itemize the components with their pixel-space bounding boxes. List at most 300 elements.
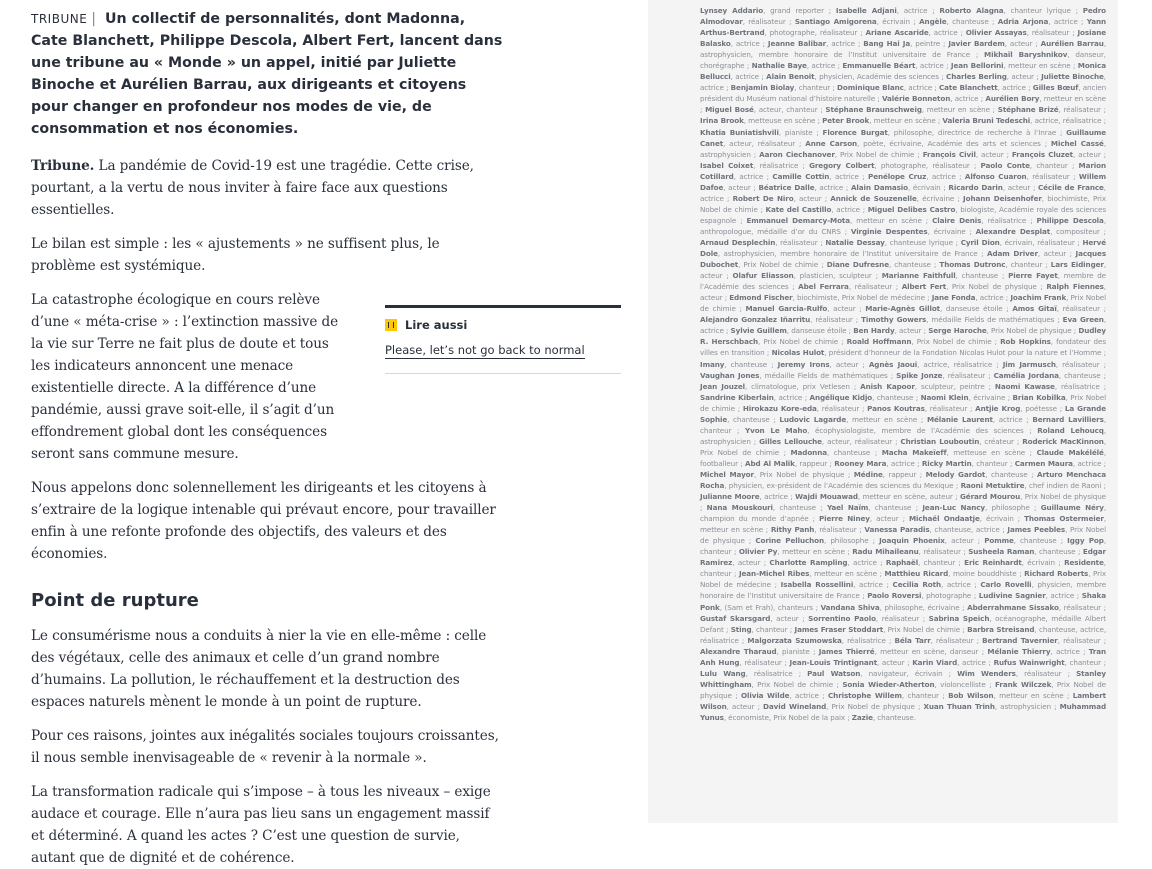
signatory: Iggy Pop, chanteur ; (700, 536, 1107, 557)
signatory-name: Shaka Ponk (700, 591, 1106, 612)
signatory: Corine Pelluchon, philosophe ; (755, 536, 880, 546)
signatory: Javier Bardem, acteur ; (948, 39, 1041, 49)
signatory-name: Lynsey Addario (700, 6, 764, 15)
signatory: Angélique Kidjo, chanteuse ; (809, 392, 921, 402)
signatory-name: Residente (1064, 558, 1104, 568)
signatory-name: Edmond Fischer (729, 293, 793, 303)
paragraph-1 (31, 155, 506, 221)
paragraph-3: La catastrophe écologique en cours relève d’une « méta-crise » : l’extinction massive de la vie sur Terre ne fait plus de doute et tous les indicateurs annoncent une menace existentielle directe. A la différence d’une pandémie, aussi grave soit-elle, il s’agit d’un effondrement global dont les conséquences seront sans commune mesure. (31, 292, 339, 462)
signatory: Sandrine Kiberlain, actrice ; (700, 392, 810, 402)
signatory-name: Jacques Dubochet (700, 249, 1106, 270)
signatory: Yael Naïm, chanteuse ; (826, 503, 923, 513)
signatory-name: François Cluzet (1011, 149, 1073, 159)
signatory: Stanley Whittingham, Prix Nobel de chimie ; (700, 668, 1106, 689)
signatory: Ralph Fiennes, acteur ; (700, 282, 1106, 303)
signatory: Gustaf Skarsgard, acteur ; (700, 613, 809, 623)
signatory: Isabelle Adjani, actrice ; (835, 6, 940, 15)
signatory: Susheela Raman, chanteuse ; (968, 547, 1083, 557)
signatory-name: Cate Blanchett (938, 83, 998, 93)
signatory: Abd Al Malik, rappeur ; (745, 458, 835, 468)
signatory: Johann Deisenhofer, biochimiste, Prix Nobel de chimie ; (700, 193, 1106, 214)
signatory-name: Roland Lehoucq (1037, 425, 1104, 435)
signatory: Charlotte Rampling, actrice ; (769, 558, 886, 568)
signatory: Kate del Castillo, actrice ; (765, 204, 868, 214)
signatory-name: Jeanne Balibar (767, 39, 827, 49)
signatory: Alejandro Gonzalez Iñarritu, réalisateur ; (700, 315, 862, 325)
signatory: Camille Cottin, actrice ; (772, 171, 869, 181)
signatory-name: Sylvie Guillem (730, 326, 787, 336)
signatory: Abderrahmane Sissako, réalisateur ; (967, 602, 1107, 612)
paragraph-2: Le bilan est simple : les « ajustements » ne suffisent plus, le problème est systémique. (31, 236, 440, 274)
signatory: Anne Carson, poète, écrivaine, Académie des arts et sciences ; (805, 138, 1051, 148)
signatory-name: Agnès Jaoui (868, 359, 918, 369)
signatory-name: Paolo Conte (980, 160, 1030, 170)
signatory: Arturo Menchaca Rocha, physicien, ex-président de l’Académie des sciences du Mexique ; (700, 469, 1106, 491)
signatory-name: Béla Tarr (894, 635, 931, 645)
signatory-name: Edgar Ramirez (700, 547, 1106, 568)
signatory-name: Khatia Buniatishvili (700, 127, 779, 137)
signatory: Pierre Fayet, membre de l’Académie des sciences ; (700, 271, 1106, 292)
signatory: Stéphane Brizé, réalisateur ; (997, 105, 1106, 115)
signatory: Olivia Wilde, actrice ; (741, 690, 828, 700)
signatory-name: Anish Kapoor (860, 381, 915, 391)
signatory: Cate Blanchett, actrice ; (938, 83, 1033, 93)
paragraph-3-wrap (31, 289, 585, 465)
signatory-name: Sorrentino Paolo (808, 613, 876, 623)
signatory: Abel Ferrara, réalisateur ; (798, 282, 902, 292)
signatory-name: Julianne Moore (700, 492, 760, 502)
signatory: Robert De Niro, acteur ; (732, 193, 831, 203)
signatory: Residente, chanteur ; (700, 558, 1106, 579)
signatory-name: Aaron Ciechanover (759, 149, 835, 159)
signatory-name: Christian Louboutin (900, 436, 980, 446)
signatory: Valérie Bonneton, actrice ; (881, 94, 986, 104)
signatory-name: Eric Reinhardt (964, 558, 1022, 568)
signatory: Gilles Lellouche, acteur, réalisateur ; (759, 436, 901, 446)
headline-text: Un collectif de personnalités, dont Madonna, Cate Blanchett, Philippe Descola, Albert Fert, lancent dans une tribune au « Monde » un appel, initié par Juliette Binoche et Aurélien Barrau, aux dirigeants et citoyens pour changer en profondeur nos modes de vie, de consommation et nos économies. (31, 11, 503, 137)
signatory: Michel Cassé, astrophysicien ; (700, 138, 1106, 159)
signatory-name: Alexandre Desplat (975, 226, 1051, 236)
signatory: Albert Fert, Prix Nobel de physique ; (901, 282, 1047, 292)
signatory-name: Alfonso Cuaron (964, 171, 1027, 181)
signatory: Miguel Bosé, acteur, chanteur ; (705, 105, 826, 115)
signatory-name: Jean Bellorini (950, 61, 1004, 71)
signatory-name: Johann Deisenhofer (963, 193, 1042, 203)
signatory: Shaka Ponk, (Sam et Frah), chanteurs ; (700, 591, 1106, 612)
signatory-name: Iggy Pop (1067, 536, 1104, 546)
signatory-name: Malgorzata Szumowska (747, 635, 842, 645)
signatory: Sylvie Guillem, danseuse étoile ; (730, 326, 854, 336)
signatory-name: Xuan Thuan Trinh (923, 701, 995, 711)
signatory-name: Gregory Colbert (809, 160, 875, 170)
signatory-name: Hirokazu Kore-eda (742, 403, 817, 413)
signatory-name: Annick de Souzenelle (830, 193, 917, 203)
signatory-name: Wajdi Mouawad (795, 492, 858, 502)
signatory-name: Naomi Kawase (994, 381, 1055, 391)
signatory: Vandana Shiva, philosophe, écrivaine ; (820, 602, 968, 612)
signatory: Nana Mouskouri, chanteuse ; (706, 503, 827, 513)
signatory-name: Paul Watson (807, 668, 861, 678)
signatory: Bertrand Tavernier, réalisateur ; (982, 635, 1107, 645)
signatory-name: Nathalie Baye (751, 61, 807, 71)
read-also-header (385, 318, 621, 332)
signatory-name: Antjie Krog (975, 403, 1021, 413)
signatory: Diane Dufresne, chanteuse ; (826, 260, 940, 270)
paragraph-7: La transformation radicale qui s’impose – à tous les niveaux – exige audace et courage. Elle n’aura pas lieu sans un engagement massif et déterminé. A quand les actes ? C’est une question de survie, autant que de dignité et de cohérence. (31, 784, 491, 866)
signatory: Khatia Buniatishvili, pianiste ; (700, 127, 823, 137)
signatory-name: Yann Arthus-Bertrand (700, 17, 1106, 38)
signatory-name: Ralph Fiennes (1046, 282, 1104, 292)
signatory-name: Alain Benoit (766, 72, 815, 82)
signatory: Vanessa Paradis, chanteuse, actrice ; (864, 525, 1008, 535)
signatory: Stéphane Braunschweig, metteur en scène ; (825, 105, 998, 115)
signatory: Emmanuelle Béart, actrice ; (842, 61, 951, 71)
signatory: Olivier Py, metteur en scène ; (738, 547, 853, 557)
signatory-name: Bang Hai Ja (863, 39, 911, 49)
signatory-name: Valeria Bruni Tedeschi (942, 116, 1031, 126)
signatory-name: Rob Hopkins (1000, 337, 1051, 347)
lead-label: Tribune. (31, 158, 95, 174)
signatory-name: Michel Mayor (700, 469, 754, 479)
signatory: Mikhaïl Baryshnikov, danseur, chorégraphe ; (700, 50, 1106, 71)
signatory: Jean-Louis Trintignant, acteur ; (789, 657, 913, 667)
signatory: Sting, chanteur ; (730, 624, 795, 634)
signatory-name: Lambert Wilson (700, 690, 1106, 711)
signatory-name: Richard Roberts (1024, 569, 1089, 579)
signatory: Olafur Eliasson, plasticien, sculpteur ; (732, 271, 882, 281)
signatory: Isabella Rossellini, actrice ; (780, 580, 893, 590)
signatory-name: Angélique Kidjo (809, 392, 873, 402)
signatory-name: Robert De Niro (732, 193, 794, 203)
signatory: Joachim Frank, Prix Nobel de chimie ; (700, 293, 1106, 314)
signatory-name: Monica Bellucci (700, 61, 1106, 82)
paragraph-1-text: La pandémie de Covid-19 est une tragédie. Cette crise, pourtant, a la vertu de nous inviter à faire face aux questions essentielles. (31, 158, 474, 218)
signatory: Dominique Blanc, actrice ; (837, 83, 939, 93)
signatory: Jean Jouzel, climatologue, prix Vetlesen ; (700, 381, 861, 391)
signatory-name: Charles Berling (946, 72, 1007, 82)
signatory: Amos Gitaï, réalisateur ; (1012, 304, 1106, 314)
signatory: Olivier Assayas, réalisateur ; (965, 28, 1078, 38)
signatory-name: Pedro Almodovar (700, 6, 1106, 27)
signatory-name: Rufus Wainwright (993, 657, 1065, 667)
signatory: Marion Cotillard, actrice ; (700, 160, 1106, 181)
signatory-name: Wim Wenders (957, 668, 1016, 678)
signatory: Hirokazu Kore-eda, réalisateur ; (742, 403, 868, 413)
kicker-tribune: TRIBUNE (31, 12, 88, 26)
signatory: Jean-Luc Nancy, philosophe ; (922, 503, 1041, 513)
signatory-name: James Peebles (1007, 525, 1066, 535)
signatory: Gilles Bœuf, ancien président du Muséum national d’histoire naturelle ; (700, 83, 1107, 104)
signatory: Naomi Klein, écrivaine ; (920, 392, 1013, 402)
signatory-name: Corine Pelluchon (755, 536, 825, 546)
signatory: François Cluzet, acteur ; (1011, 149, 1107, 159)
signatory-name: Olivier Py (738, 547, 778, 557)
signatory-name: Joachim Frank (1010, 293, 1067, 303)
signatory-name: Thomas Ostermeier (1024, 514, 1104, 524)
signatory-name: Ricardo Darin (948, 182, 1003, 192)
signatory-name: Karin Viard (912, 657, 958, 667)
signatory-name: Virginie Despentes (850, 226, 928, 236)
signatory: Virginie Despentes, écrivaine ; (850, 226, 976, 236)
signatory: Cécile de France, actrice ; (700, 182, 1106, 203)
signatory: Roald Hoffmann, Prix Nobel de chimie ; (846, 337, 1001, 347)
signatory-name: Cécile de France (1037, 182, 1104, 192)
signatory-name: Alejandro Gonzalez Iñarritu (700, 315, 811, 325)
signatory-name: Melody Gardot (925, 469, 986, 479)
signatory: Miguel Delibes Castro, biologiste, Académie royale des sciences espagnole ; (700, 204, 1106, 225)
paragraph-4: Nous appelons donc solennellement les dirigeants et les citoyens à s’extraire de la logique intenable qui prévaut encore, pour travailler enfin à une refonte profonde des objectifs, des valeurs et des économies. (31, 480, 496, 562)
signatory-name: Spike Jonze (896, 370, 943, 380)
signatory: Aaron Ciechanover, Prix Nobel de chimie ; (759, 149, 923, 159)
signatory-name: Médine (853, 469, 883, 479)
signatory-name: Frank Wilczek (995, 679, 1052, 689)
signatory-name: Manuel Garcia-Rulfo (745, 304, 828, 314)
signatory: Xuan Thuan Trinh, astrophysicien ; (923, 701, 1060, 711)
signatory: Rob Hopkins, fondateur des villes en transition ; (700, 337, 1106, 358)
signatory-name: Sabrina Speich (928, 613, 990, 623)
signatory: Jeanne Balibar, actrice ; (767, 39, 864, 49)
signatory: Rithy Panh, réalisateur ; (770, 525, 865, 535)
signatory-name: David Wineland (763, 701, 827, 711)
signatory: Anish Kapoor, sculpteur, peintre ; (860, 381, 995, 391)
signatory: Camélia Jordana, chanteuse ; (993, 370, 1107, 380)
signatory-name: Abd Al Malik (745, 458, 795, 468)
signatory-name: Aurélien Barrau (1040, 39, 1104, 49)
signatory: Radu Mihaileanu, réalisateur ; (852, 547, 969, 557)
signatory-name: Stéphane Braunschweig (825, 105, 922, 115)
signatory: Richard Roberts, Prix Nobel de médecine ; (700, 569, 1107, 590)
signatory: Angèle, chanteuse ; (919, 17, 998, 27)
signatory: Bang Hai Ja, peintre ; (863, 39, 949, 49)
signatory-name: Vandana Shiva (820, 602, 880, 612)
signatory-name: Willem Dafoe (700, 171, 1106, 192)
signatory-name: James Thierré (818, 646, 875, 656)
signatory: Sonia Wieder-Atherton, violoncelliste ; (842, 679, 996, 689)
signatory-name: Nicolas Hulot (771, 348, 825, 358)
signatory: Nathalie Baye, actrice ; (751, 61, 843, 71)
signatory: Aurélien Bory, metteur en scène ; (700, 94, 1106, 115)
signatory-name: Josiane Balasko (700, 28, 1106, 49)
signatory-name: Timothy Gowers (861, 315, 927, 325)
signatory: Alain Damasio, écrivain ; (850, 182, 949, 192)
signatory: Manuel Garcia-Rulfo, acteur ; (745, 304, 866, 314)
signatory: Nicolas Hulot, président d’honneur de la Fondation Nicolas Hulot pour la nature et l’Homme ; (771, 348, 1106, 358)
signatory: Cyril Dion, écrivain, réalisateur ; (960, 237, 1083, 247)
signatory-name: Olafur Eliasson (732, 271, 794, 281)
signatory-name: Santiago Amigorena (794, 17, 877, 27)
signatory-name: Jeremy Irons (777, 359, 830, 369)
signatory: Lambert Wilson, acteur ; (700, 690, 1106, 711)
signatory: Florence Burgat, philosophe, directrice de recherche à l’Inrae ; (822, 127, 1067, 137)
headline (31, 8, 506, 140)
signatory: Panos Koutras, réalisateur ; (867, 403, 976, 413)
signatory-name: Jean Jouzel (700, 381, 745, 391)
signatory: Barbra Streisand, chanteuse, actrice, réalisatrice ; (700, 624, 1107, 645)
signatory: La Grande Sophie, chanteuse ; (700, 403, 1106, 424)
signatory-name: Alexandre Tharaud (700, 646, 777, 656)
signatory: Pierre Niney, acteur ; (818, 514, 909, 524)
signatory-name: Bertrand Tavernier (982, 635, 1058, 645)
signatory-name: Miguel Delibes Castro (867, 204, 956, 214)
signatory-name: Roderick MacKinnon (1022, 436, 1104, 446)
signatory: Mélanie Thierry, actrice ; (987, 646, 1089, 656)
signatory: Carlo Rovelli, physicien, membre honoraire de l’Institut universitaire de France ; (700, 580, 1107, 601)
paragraph-6: Pour ces raisons, jointes aux inégalités sociales toujours croissantes, il nous semble inenvisageable de « revenir à la normale ». (31, 728, 499, 766)
signatory-name: Penélope Cruz (868, 171, 927, 181)
signatory: Aurélien Barrau, astrophysicien, membre honoraire de l’Institut universitaire de France ; (700, 39, 1106, 60)
signatory-name: Jane Fonda (931, 293, 976, 303)
signatory-name: Mélanie Laurent (926, 414, 993, 424)
signatory: James Thierré, metteur en scène, danseur ; (818, 646, 988, 656)
signatory-name: Roberto Alagna (939, 6, 1004, 15)
signatory-name: Aurélien Bory (985, 94, 1040, 104)
signatory-name: Isabel Coixet (700, 160, 754, 170)
signatory: François Civil, acteur ; (922, 149, 1012, 159)
signatory: Irina Brook, metteuse en scène ; (700, 116, 823, 126)
signatory-name: Jim Jarmusch (1002, 359, 1056, 369)
signatory: Benjamin Biolay, chanteur ; (730, 83, 838, 93)
signatory: Serge Haroche, Prix Nobel de physique ; (928, 326, 1079, 336)
signatory-name: Mikhaïl Baryshnikov (984, 50, 1068, 60)
signatory: Eva Green, actrice ; (700, 315, 1106, 336)
signatory-name: Michel Cassé (1050, 138, 1104, 148)
signatory: Lulu Wang, réalisatrice ; (700, 668, 808, 678)
signatory-name: Natalie Dessay (825, 237, 885, 247)
signatory-name: Ricky Martin (921, 458, 972, 468)
signatory: Rufus Wainwright, chanteur ; (993, 657, 1106, 667)
signatory: Ludovic Lagarde, metteur en scène ; (779, 414, 927, 424)
signatory-name: Radu Mihaileanu (852, 547, 919, 557)
signatory-name: Irina Brook (700, 116, 744, 126)
signatory: Dudley R. Herschbach, Prix Nobel de chimie ; (700, 326, 1106, 347)
signatory-name: Rooney Mara (834, 458, 887, 468)
signatory-name: Gilles Bœuf (1032, 83, 1079, 93)
signatory-name: Abel Ferrara (798, 282, 849, 292)
signatory-name: Sting (730, 624, 752, 634)
signatory: Adria Arjona, actrice ; (997, 17, 1087, 27)
signatory-name: Ben Hardy (853, 326, 895, 336)
signatory: Emmanuel Demarcy-Mota, metteur en scène ; (746, 215, 933, 225)
kicker-separator: | (91, 11, 97, 27)
signatory-name: Stanley Whittingham (700, 668, 1106, 689)
signatory-name: Jean-Luc Nancy (922, 503, 985, 513)
signatory: Ricky Martin, chanteur ; (921, 458, 1015, 468)
read-also-link[interactable]: Please, let’s not go back to normal (385, 343, 585, 357)
signatory-name: Guillaume Néry (1040, 503, 1104, 513)
signatory: Claude Makélélé, footballeur ; (700, 447, 1106, 468)
signatory-name: Nana Mouskouri (706, 503, 773, 513)
signatory-name: Benjamin Biolay (730, 83, 795, 93)
signatory: Jim Jarmusch, réalisateur ; (1002, 359, 1106, 369)
signatory-name: Bob Wilson (948, 690, 994, 700)
read-also-box (385, 305, 621, 374)
signatory: Antjie Krog, poétesse ; (975, 403, 1065, 413)
signatory: Bernard Lavilliers, chanteur ; (700, 414, 1106, 435)
signatory-name: Valérie Bonneton (881, 94, 951, 104)
signatory: Edmond Fischer, biochimiste, Prix Nobel de médecine ; (729, 293, 932, 303)
signatory-name: Philippe Descola (1036, 215, 1104, 225)
article (31, 8, 585, 869)
signatory-name: Madonna (790, 447, 827, 457)
signatory: Vaughan Jones, médaille Fields de mathématiques ; (700, 370, 897, 380)
signatory: Josiane Balasko, actrice ; (700, 28, 1106, 49)
signatory-name: Muhammad Yunus (700, 701, 1106, 722)
signatory-name: Pierre Fayet (1008, 271, 1058, 281)
signatory: Béatrice Dalle, actrice ; (758, 182, 851, 192)
signatory-name: Ariane Ascaride (865, 28, 929, 38)
signatory-name: Imany (700, 359, 725, 369)
signatory: Joaquin Phoenix, acteur ; (879, 536, 985, 546)
signatory-name: Tran Anh Hung (700, 646, 1106, 667)
signatory-name: Roald Hoffmann (846, 337, 912, 347)
signatory: Philippe Descola, anthropologue, médaille d’or du CNRS ; (700, 215, 1106, 236)
signatory: Arnaud Desplechin, réalisateur ; (700, 237, 826, 247)
signatory: Spike Jonze, réalisateur ; (896, 370, 994, 380)
signatory: Naomi Kawase, réalisatrice ; (994, 381, 1107, 391)
signatory: Melody Gardot, chanteuse ; (925, 469, 1037, 479)
signatory: Zazie, chanteuse. (851, 713, 916, 722)
signatory: Ariane Ascaride, actrice ; (865, 28, 966, 38)
signatory: Paolo Roversi, photographe ; (867, 591, 979, 601)
signatory: Bob Wilson, metteur en scène ; (948, 690, 1073, 700)
signatory-name: Jean-Louis Trintignant (789, 657, 878, 667)
signatory: Claire Denis, réalisatrice ; (932, 215, 1037, 225)
signatory-name: Macha Makeïeff (881, 447, 947, 457)
signatory: Imany, chanteuse ; (700, 359, 778, 369)
signatory: Tran Anh Hung, réalisateur ; (700, 646, 1106, 667)
signatory: Béla Tarr, réalisateur ; (894, 635, 983, 645)
signatory-name: Anne Carson (805, 138, 858, 148)
signatory: Roberto Alagna, chanteur lyrique ; (939, 6, 1083, 15)
signatory: Michaël Ondaatje, écrivain ; (908, 514, 1025, 524)
signatory-name: Zazie (851, 713, 873, 722)
signatory-name: James Fraser Stoddart (794, 624, 884, 634)
signatory-name: Kate del Castillo (765, 204, 832, 214)
signatory: Willem Dafoe, acteur ; (700, 171, 1106, 192)
signatory-name: Béatrice Dalle (758, 182, 815, 192)
signatory: Roland Lehoucq, astrophysicien ; (700, 425, 1107, 446)
signatory: Guillaume Canet, acteur, réalisateur ; (700, 127, 1107, 148)
signatory: Jean Bellorini, metteur en scène ; (950, 61, 1078, 71)
signatory-name: Javier Bardem (948, 39, 1005, 49)
signatory: Juliette Binoche, actrice ; (700, 72, 1106, 93)
signatory: Isabel Coixet, réalisatrice ; (700, 160, 810, 170)
signatory-name: Susheela Raman (968, 547, 1035, 557)
signatory-name: Yael Naïm (826, 503, 869, 513)
signatory-name: Miguel Bosé (705, 105, 754, 115)
signatory-name: Claire Denis (932, 215, 982, 225)
signatory-name: Vaughan Jones (700, 370, 760, 380)
signatory-name: Lars Eidinger (1050, 260, 1104, 270)
signatory: Matthieu Ricard, moine bouddhiste ; (884, 569, 1025, 579)
signatory: Timothy Gowers, médaille Fields de mathématiques ; (861, 315, 1063, 325)
signatory-name: Jean-Michel Ribes (738, 569, 810, 579)
signatory-name: Adria Arjona (997, 17, 1049, 27)
signatory: Thomas Ostermeier, metteur en scène ; (700, 514, 1106, 535)
signatory: Marie-Agnès Gillot, danseuse étoile ; (865, 304, 1013, 314)
signatory-name: Sandrine Kiberlain (700, 392, 774, 402)
signatory: Wajdi Mouawad, metteur en scène, auteur ; (795, 492, 960, 502)
paragraph-5: Le consumérisme nous a conduits à nier la vie en elle-même : celle des végétaux, celle des animaux et celle d’un grand nombre d’humains. La pollution, le réchauffement et la destruction des espaces naturels mènent le monde à un point de rupture. (31, 628, 487, 710)
signatory: Peter Brook, metteur en scène ; (822, 116, 943, 126)
signatory-name: Cyril Dion (960, 237, 1000, 247)
signatory: Jane Fonda, actrice ; (931, 293, 1011, 303)
signatory-name: Raoni Metuktire (960, 481, 1025, 491)
signatory: Michel Mayor, Prix Nobel de physique ; (700, 469, 854, 479)
signatory: Frank Wilczek, Prix Nobel de physique ; (700, 679, 1106, 700)
signatory-name: Gilles Lellouche (759, 436, 822, 446)
signatory-name: Naomi Klein (920, 392, 969, 402)
